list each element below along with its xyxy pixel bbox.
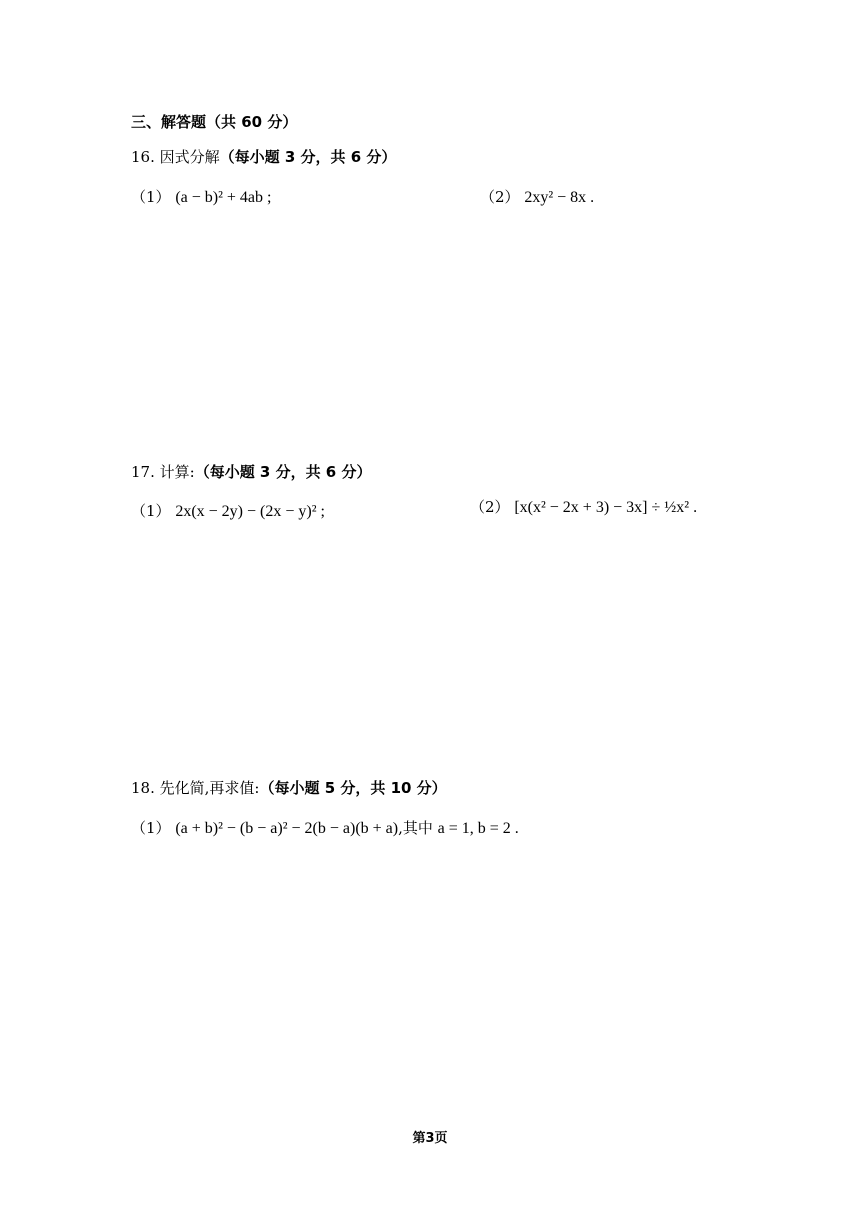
page-number: 第3页 xyxy=(412,1131,448,1146)
question-18-heading xyxy=(131,777,447,798)
question-17-title: 计算: xyxy=(159,463,195,481)
part-label: （2） xyxy=(480,188,520,206)
math-expression: (a + b)² − (b − a)² − 2(b − a)(b + a) xyxy=(175,820,399,837)
question-17-part-2 xyxy=(470,496,697,517)
part-label: （1） xyxy=(131,819,171,837)
given-values: a = 1, b = 2 . xyxy=(437,820,519,837)
condition-text: ,其中 xyxy=(398,819,433,837)
math-expression: 2x(x − 2y) − (2x − y)² ; xyxy=(175,503,325,520)
part-label: （1） xyxy=(131,188,171,206)
question-16-title: 因式分解 xyxy=(159,148,220,166)
question-16-points: （每小题 3 分，共 6 分） xyxy=(219,148,397,166)
question-17-part-1 xyxy=(131,500,325,521)
question-17-number: 17. xyxy=(131,463,155,481)
question-18-title: 先化简,再求值: xyxy=(159,779,260,797)
math-expression: [x(x² − 2x + 3) − 3x] ÷ ½x² . xyxy=(514,499,698,516)
part-label: （1） xyxy=(131,502,171,520)
question-16-part-1 xyxy=(131,186,271,207)
question-16-heading xyxy=(131,146,396,167)
part-label: （2） xyxy=(470,498,510,516)
math-expression: 2xy² − 8x . xyxy=(524,189,595,206)
math-expression: (a − b)² + 4ab ; xyxy=(175,189,272,206)
question-16-part-2 xyxy=(480,186,594,207)
question-18-points: （每小题 5 分，共 10 分） xyxy=(259,779,447,797)
question-16-number: 16. xyxy=(131,148,155,166)
question-17-heading xyxy=(131,461,371,482)
question-17-points: （每小题 3 分，共 6 分） xyxy=(194,463,372,481)
question-18-part-1 xyxy=(131,817,519,838)
section-title: 三、解答题（共 60 分） xyxy=(131,113,298,131)
question-18-number: 18. xyxy=(131,779,155,797)
